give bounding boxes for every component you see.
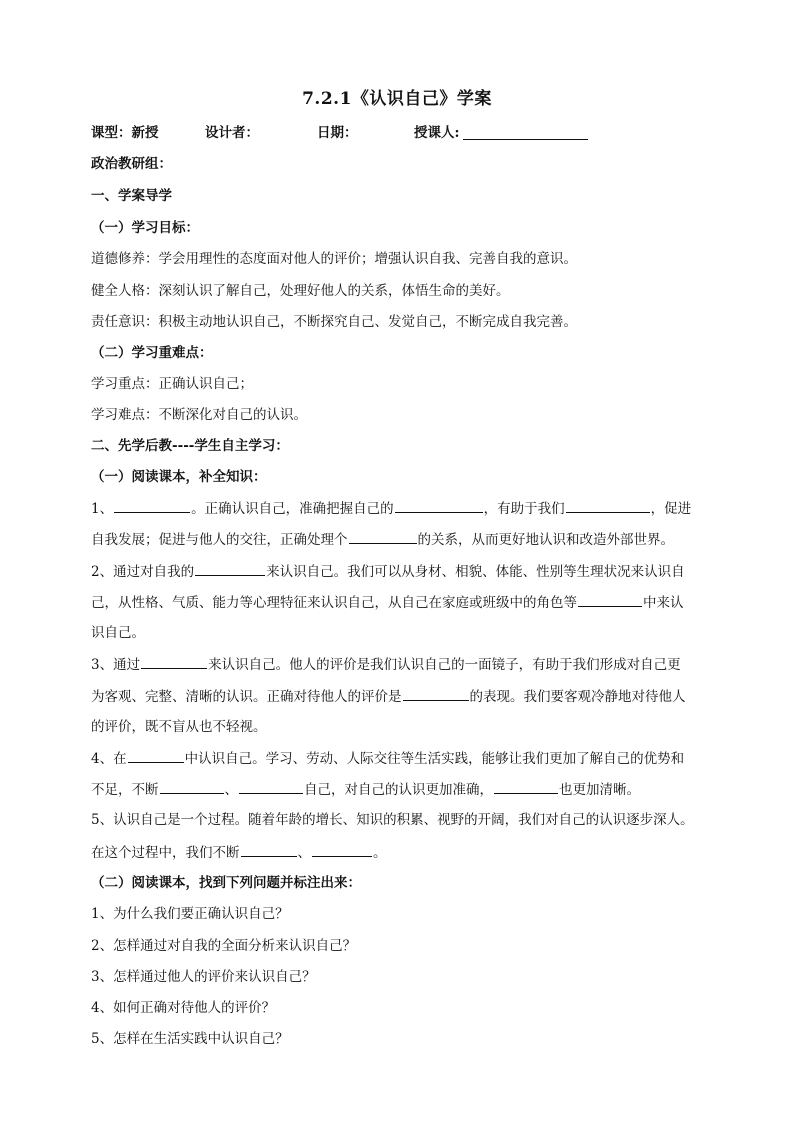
question-4-line-2 [91, 779, 721, 800]
question-4-text: 中认识自己。学习、劳动、人际交往等生活实践，能够让我们更加了解自己的优势和 [184, 751, 685, 767]
question-2-text: 己，从性格、气质、能力等心理特征来认识自己，从自己在家庭或班级中的角色等 [91, 595, 577, 611]
blank[interactable] [160, 779, 224, 794]
question-1-line-2 [91, 529, 721, 550]
blank[interactable] [128, 748, 184, 763]
blank[interactable] [141, 654, 207, 669]
question-3-text: 来认识自己。他人的评价是我们认识自己的一面镜子，有助于我们形成对自己更 [208, 657, 681, 673]
question-2-line-1 [91, 561, 721, 582]
question-4-text: 4、在 [91, 751, 127, 767]
question-5-line-1: 5、认识自己是一个过程。随着年龄的增长、知识的积累、视野的开阔，我们对自己的认识逐步深人。 [91, 812, 694, 828]
question-2-line-3: 识自己。 [91, 625, 145, 641]
blank[interactable] [312, 842, 372, 857]
blank[interactable] [239, 779, 303, 794]
question-5-line-2 [91, 842, 721, 863]
list-item: 3、怎样通过他人的评价来认识自己？ [91, 969, 316, 985]
question-3-text: 为客观、完整、清晰的认识。正确对待他人的评价是 [91, 689, 402, 705]
question-5-text: 、 [297, 845, 311, 861]
date-label: 日期： [317, 125, 358, 141]
blank[interactable] [395, 498, 483, 513]
question-3-line-3: 的评价，既不盲从也不轻视。 [91, 719, 267, 735]
question-1-text: ，促进 [650, 501, 692, 517]
question-2-text: 中来认 [643, 595, 684, 611]
goal-moral: 道德修养：学会用理性的态度面对他人的评价；增强认识自我、完善自我的意识。 [91, 251, 577, 267]
designer-label: 设计者： [205, 125, 259, 141]
question-3-text: 的表现。我们要客观冷静地对待他人 [469, 689, 686, 705]
key-point: 学习重点：正确认识自己； [91, 376, 253, 392]
teacher-label: 授课人: [414, 125, 460, 141]
blank[interactable] [195, 561, 265, 576]
group-label: 政治教研组： [91, 156, 172, 172]
list-item: 1、为什么我们要正确认识自己？ [91, 906, 289, 922]
blank[interactable] [578, 592, 642, 607]
section2-heading: 二、先学后教----学生自主学习： [91, 438, 289, 454]
question-2-line-2 [91, 592, 721, 613]
blank[interactable] [403, 686, 469, 701]
question-1-text: 自我发展；促进与他人的交往，正确处理个 [91, 532, 348, 548]
question-3-line-1 [91, 654, 721, 675]
question-4-text: 、 [224, 782, 238, 798]
goal-personality: 健全人格：深刻认识了解自己，处理好他人的关系，体悟生命的美好。 [91, 283, 510, 299]
blank[interactable] [114, 498, 190, 513]
list-item: 4、如何正确对待他人的评价？ [91, 1000, 276, 1016]
difficult-point: 学习难点：不断深化对自己的认识。 [91, 407, 307, 423]
find-questions-heading: （二）阅读课本，找到下列问题并标注出来： [91, 875, 361, 891]
question-3-line-2 [91, 686, 721, 707]
question-4-line-1 [91, 748, 721, 769]
question-5-text: 。 [373, 845, 387, 861]
question-1-line-1 [91, 498, 721, 519]
course-type: 课型：新授 [91, 125, 159, 141]
question-3-text: 3、通过 [91, 657, 141, 673]
teacher-blank[interactable] [463, 125, 588, 140]
goal-responsibility: 责任意识：积极主动地认识自己，不断探究自己、发觉自己，不断完成自我完善。 [91, 314, 577, 330]
question-2-text: 来认识自己。我们可以从身材、相貌、体能、性别等生理状况来认识自 [266, 564, 685, 580]
question-4-text: 不足，不断 [91, 782, 159, 798]
question-1-text: ，有助于我们 [483, 501, 565, 517]
question-4-text: 也更加清晰。 [559, 782, 640, 798]
blank[interactable] [566, 498, 650, 513]
blank[interactable] [349, 529, 417, 544]
list-item: 2、怎样通过对自我的全面分析来认识自己？ [91, 938, 357, 954]
blank[interactable] [494, 779, 558, 794]
section1-heading: 一、学案导学 [91, 188, 172, 204]
meta-row [91, 123, 721, 143]
question-1-number: 1、 [91, 501, 114, 517]
question-5-text: 在这个过程中，我们不断 [91, 845, 240, 861]
question-4-text: 自己，对自己的认识更加准确， [304, 782, 493, 798]
question-2-text: 2、通过对自我的 [91, 564, 195, 580]
list-item: 5、怎样在生活实践中认识自己？ [91, 1031, 289, 1047]
question-1-text: 的关系，从而更好地认识和改造外部世界。 [417, 532, 674, 548]
reading-heading: （一）阅读课本，补全知识： [91, 469, 267, 485]
document-title: 7.2.1《认识自己》学案 [302, 89, 492, 109]
key-points-heading: （二）学习重难点： [91, 345, 213, 361]
goals-heading: （一）学习目标： [91, 220, 199, 236]
blank[interactable] [241, 842, 297, 857]
question-1-text: 。正确认识自己，准确把握自己的 [191, 501, 394, 517]
